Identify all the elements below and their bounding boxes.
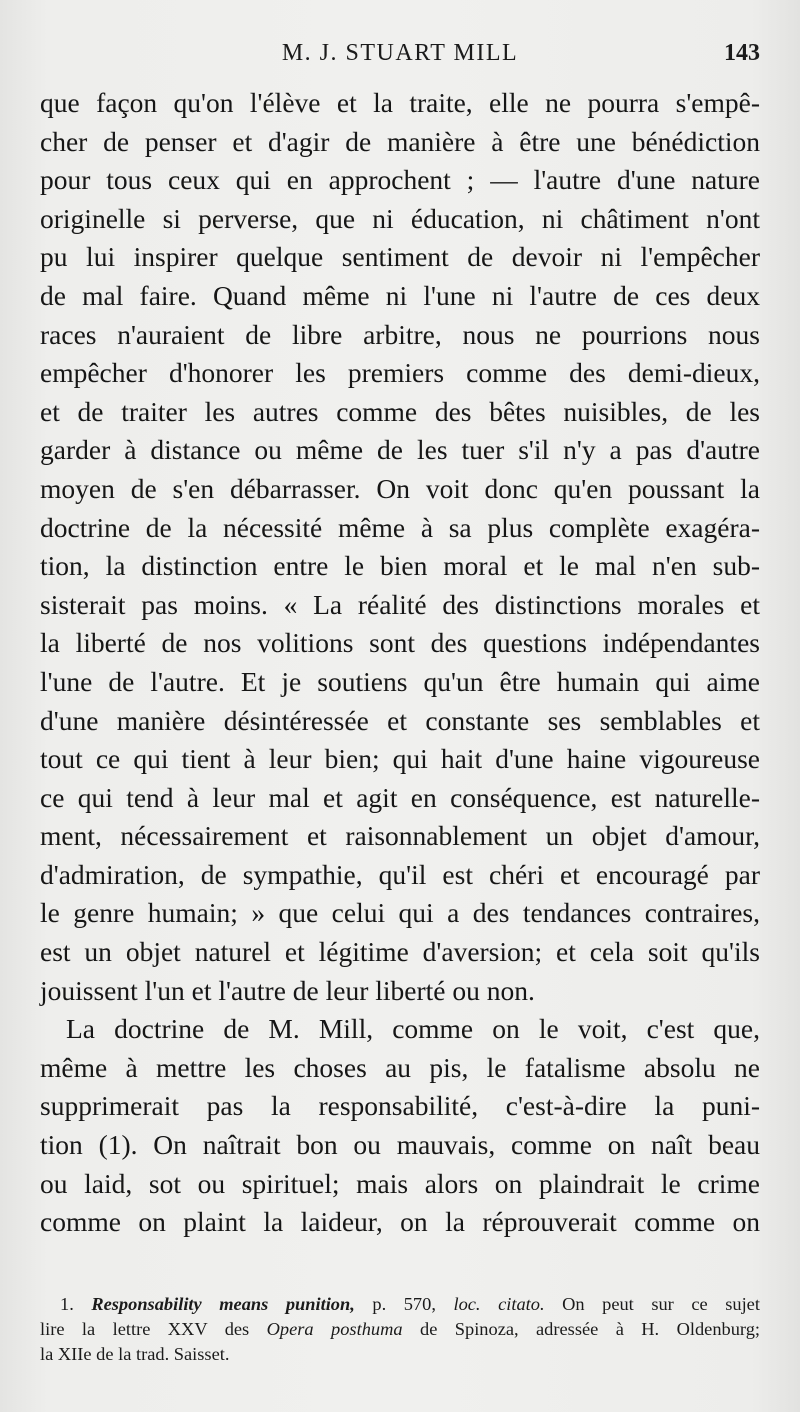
running-title: M. J. STUART MILL bbox=[281, 40, 519, 66]
footnote-line: la XIIe de la trad. Saisset. bbox=[40, 1344, 230, 1364]
text-line: ou laid, sot ou spirituel; mais alors on plaindrait le crime bbox=[40, 1167, 760, 1199]
text-line: ce qui tend à leur mal et agit en conséquence, est naturelle- bbox=[40, 781, 760, 813]
text-line: garder à distance ou même de les tuer s'il n'y a pas d'autre bbox=[40, 434, 760, 466]
text-line: est un objet naturel et légitime d'aversion; et cela soit qu'ils bbox=[40, 936, 760, 968]
text-line: supprimerait pas la responsabilité, c'est-à-dire la puni- bbox=[40, 1090, 760, 1122]
footnote-line bbox=[40, 1317, 760, 1342]
text-line: originelle si perverse, que ni éducation, ni châtiment n'ont bbox=[40, 202, 760, 234]
footnote-cited-title: Responsability means punition, bbox=[91, 1294, 355, 1314]
text-line: empêcher d'honorer les premiers comme des demi-dieux, bbox=[40, 357, 760, 389]
footnote-loc-citato: loc. citato. bbox=[453, 1294, 545, 1314]
footnote-line bbox=[40, 1292, 760, 1317]
footnote-number: 1. bbox=[60, 1294, 74, 1314]
text-line: tion (1). On naîtrait bon ou mauvais, comme on naît beau bbox=[40, 1129, 760, 1161]
text-line: tout ce qui tient à leur bien; qui hait d'une haine vigoureuse bbox=[40, 743, 760, 775]
body-text bbox=[40, 84, 760, 1242]
text-line: la liberté de nos volitions sont des questions indépendantes bbox=[40, 627, 760, 659]
text-line: doctrine de la nécessité même à sa plus complète exagéra- bbox=[40, 511, 760, 543]
footnote-text: de Spinoza, adressée à H. Oldenburg; bbox=[420, 1319, 760, 1339]
text-line: d'admiration, de sympathie, qu'il est chéri et encouragé par bbox=[40, 858, 760, 890]
text-line: ment, nécessairement et raisonnablement un objet d'amour, bbox=[40, 820, 760, 852]
page-header bbox=[40, 40, 760, 72]
text-line: La doctrine de M. Mill, comme on le voit, c'est que, bbox=[66, 1013, 760, 1045]
text-line: et de traiter les autres comme des bêtes nuisibles, de les bbox=[40, 395, 760, 427]
footnote-cited-work: Opera posthuma bbox=[266, 1319, 403, 1339]
text-line: sisterait pas moins. « La réalité des distinctions morales et bbox=[40, 588, 760, 620]
text-line: pu lui inspirer quelque sentiment de devoir ni l'empêcher bbox=[40, 241, 760, 273]
text-line: races n'auraient de libre arbitre, nous ne pourrions nous bbox=[40, 318, 760, 350]
text-line: même à mettre les choses au pis, le fatalisme absolu ne bbox=[40, 1051, 760, 1083]
footnote-text: On peut sur ce sujet bbox=[562, 1294, 760, 1314]
footnotes bbox=[40, 1292, 760, 1367]
page-number: 143 bbox=[724, 40, 760, 66]
text-line: cher de penser et d'agir de manière à être une bénédiction bbox=[40, 125, 760, 157]
footnote-text: lire la lettre XXV des bbox=[40, 1319, 250, 1339]
text-line: de mal faire. Quand même ni l'une ni l'autre de ces deux bbox=[40, 279, 760, 311]
text-line: l'une de l'autre. Et je soutiens qu'un être humain qui aime bbox=[40, 665, 760, 697]
footnote-page-ref: p. 570, bbox=[372, 1294, 436, 1314]
text-line: comme on plaint la laideur, on la réprouverait comme on bbox=[40, 1206, 760, 1238]
text-line: moyen de s'en débarrasser. On voit donc qu'en poussant la bbox=[40, 472, 760, 504]
text-line: pour tous ceux qui en approchent ; — l'autre d'une nature bbox=[40, 164, 760, 196]
text-line: que façon qu'on l'élève et la traite, elle ne pourra s'empê- bbox=[40, 87, 760, 118]
text-line: tion, la distinction entre le bien moral et le mal n'en sub- bbox=[40, 550, 760, 582]
text-line: jouissent l'un et l'autre de leur liberté ou non. bbox=[40, 974, 535, 1006]
text-line: d'une manière désintéressée et constante ses semblables et bbox=[40, 704, 760, 736]
text-line: le genre humain; » que celui qui a des tendances contraires, bbox=[40, 897, 760, 929]
